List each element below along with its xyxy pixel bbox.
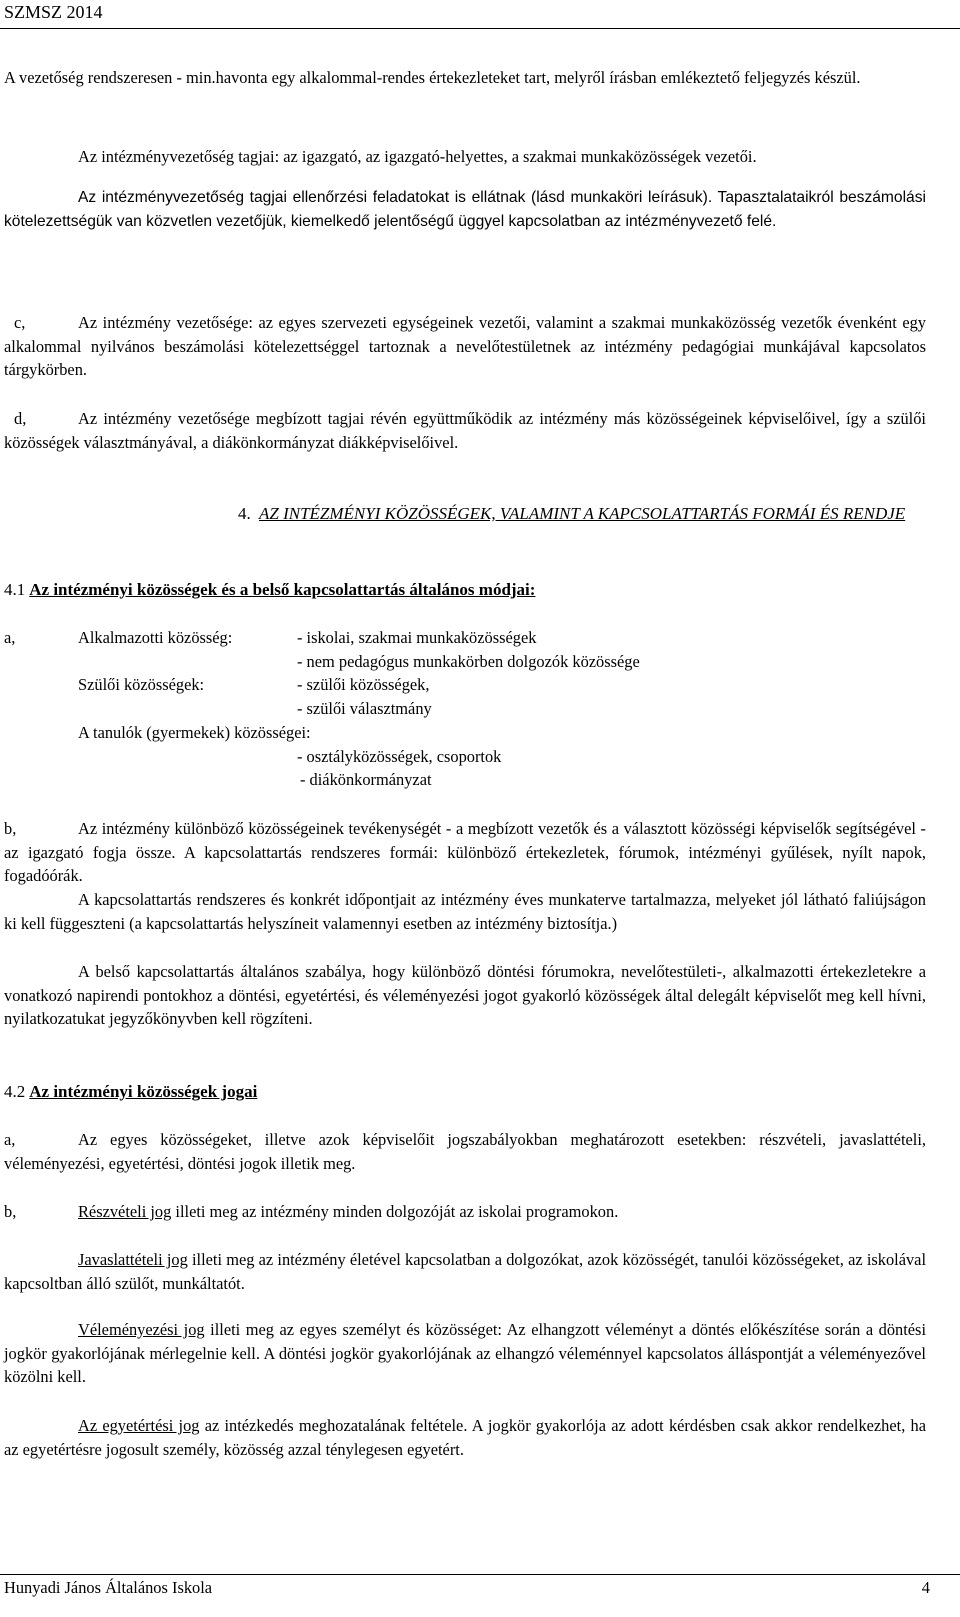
staff-item: - nem pedagógus munkakörben dolgozók közössége	[297, 652, 640, 671]
item-c-text: Az intézmény vezetősége: az egyes szervezeti egységeinek vezetői, valamint a szakmai munkaközösség vezetők évenként egy alkalommal nyilvános beszámolási kötelezettséggel tartoznak a nevelőtestületnek az intézmény pedagógiai munkájával kapcsolatos tárgykörben.	[4, 313, 926, 379]
section-4-heading	[238, 502, 905, 526]
subsection-42-heading	[4, 1080, 257, 1104]
parent-item: - szülői választmány	[297, 699, 432, 718]
list-a-label: a,	[4, 628, 16, 647]
participation-right	[4, 1200, 926, 1224]
parent-community-label: Szülői közösségek:	[78, 675, 205, 694]
proposal-right-text: illeti meg az intézmény életével kapcsolatban a dolgozókat, azok közösségét, tanulói közösségeket, az iskolával kapcsoltban álló szülőt, munkáltatót.	[4, 1250, 926, 1293]
participation-right-text: illeti meg az intézmény minden dolgozóját az iskolai programokon.	[171, 1202, 619, 1221]
header-divider	[0, 28, 960, 29]
staff-item: - iskolai, szakmai munkaközösségek	[297, 628, 537, 647]
cooperation-schedule-text: A kapcsolattartás rendszeres és konkrét időpontjait az intézmény éves munkaterve tartalmazza, melyeket jól látható faliújságon ki kell függeszteni (a kapcsolattartás helyszíneit valamennyi esetben az intézmény biztosítja.)	[4, 890, 926, 933]
section-4-title: AZ INTÉZMÉNYI KÖZÖSSÉGEK, VALAMINT A KAPCSOLATTARTÁS FORMÁI ÉS RENDJE	[259, 504, 906, 523]
footer-divider	[0, 1574, 960, 1575]
subsection-41-heading	[4, 578, 535, 602]
opinion-right-term: Véleményezési jog	[78, 1320, 205, 1339]
subsection-41-title: Az intézményi közösségek és a belső kapcsolattartás általános módjai:	[29, 580, 536, 599]
consent-right	[4, 1414, 926, 1461]
section-4-number: 4.	[238, 504, 251, 523]
subsection-41-number: 4.1	[4, 580, 26, 599]
proposal-right	[4, 1248, 926, 1295]
item-d-text: Az intézmény vezetősége megbízott tagjai révén együttműködik az intézmény más közösségeinek képviselőivel, így a szülői közösségek választmányával, a diákönkormányzat diákképviselőivel.	[4, 409, 926, 452]
footer-school-name: Hunyadi János Általános Iskola	[4, 1578, 213, 1597]
subsection-42-number: 4.2	[4, 1082, 26, 1101]
student-community-label: A tanulók (gyermekek) közösségei:	[78, 723, 311, 742]
list-b-label: b,	[4, 819, 17, 838]
parent-item: - szülői közösségek,	[297, 675, 430, 694]
item-c-label: c,	[14, 313, 26, 332]
paragraph-control: Az intézményvezetőség tagjai ellenőrzési feladatokat is ellátnak (lásd munkaköri leírásuk). Tapasztalataikról beszámolási kötelezettségük van közvetlen vezetőjük, kiemelkedő jelentőségű üggyel kapcsolatban az intézményvezető felé.	[4, 189, 926, 230]
rights-b-label: b,	[4, 1202, 17, 1221]
staff-community-label: Alkalmazotti közösség:	[78, 628, 233, 647]
consent-right-text: az intézkedés meghozatalának feltétele. A jogkör gyakorlója az adott kérdésben csak akkor rendelkezhet, ha az egyetértésre jogosult személy, közösség azzal ténylegesen egyetért.	[4, 1416, 926, 1459]
rights-a-text: Az egyes közösségeket, illetve azok képviselőit jogszabályokban meghatározott esetekben: részvételi, javaslattételi, véleményezési, egyetértési, döntési jogok illetik meg.	[4, 1130, 926, 1173]
subsection-42-title: Az intézményi közösségek jogai	[29, 1082, 258, 1101]
consent-right-term: Az egyetértési jog	[78, 1416, 200, 1435]
proposal-right-term: Javaslattételi jog	[78, 1250, 188, 1269]
header-title: SZMSZ 2014	[4, 2, 103, 22]
cooperation-text: Az intézmény különböző közösségeinek tevékenységét - a megbízott vezetők és a választott közösségi képviselők segítségével - az igazgató fogja össze. A kapcsolattartás rendszeres formái: különböző értekezletek, fórumok, intézményi gyűlések, nyílt napok, fogadóórák.	[4, 819, 926, 885]
student-item: - osztályközösségek, csoportok	[297, 747, 502, 766]
opinion-right-text: illeti meg az egyes személyt és közösséget: Az elhangzott véleményt a döntés előkészítése során a döntési jogkör gyakorlójának mérlegelnie kell. A döntési jogkör gyakorlójának az elhangzó véleménnyel kapcsolatos álláspontját a véleményezővel közölni kell.	[4, 1320, 926, 1386]
student-item: - diákönkormányzat	[300, 770, 432, 789]
paragraph-meetings: A vezetőség rendszeresen - min.havonta egy alkalommal-rendes értekezleteket tart, melyről írásban emlékeztető feljegyzés készül.	[4, 68, 861, 87]
rights-a-label: a,	[4, 1130, 16, 1149]
opinion-right	[4, 1318, 926, 1389]
footer-page-number: 4	[921, 1578, 930, 1597]
participation-right-term: Részvételi jog	[78, 1202, 172, 1221]
paragraph-members: Az intézményvezetőség tagjai: az igazgató, az igazgató-helyettes, a szakmai munkaközösségek vezetői.	[78, 147, 757, 166]
cooperation-rule-text: A belső kapcsolattartás általános szabálya, hogy különböző döntési fórumokra, nevelőtestületi-, alkalmazotti értekezletekre a vonatkozó napirendi pontokhoz a döntési, egyetértési, és véleményezési jogot gyakorló közösségek által delegált képviselőt meg kell hívni, nyilatkozatukat jegyzőkönyvben kell rögzíteni.	[4, 962, 926, 1028]
item-d-label: d,	[14, 409, 27, 428]
